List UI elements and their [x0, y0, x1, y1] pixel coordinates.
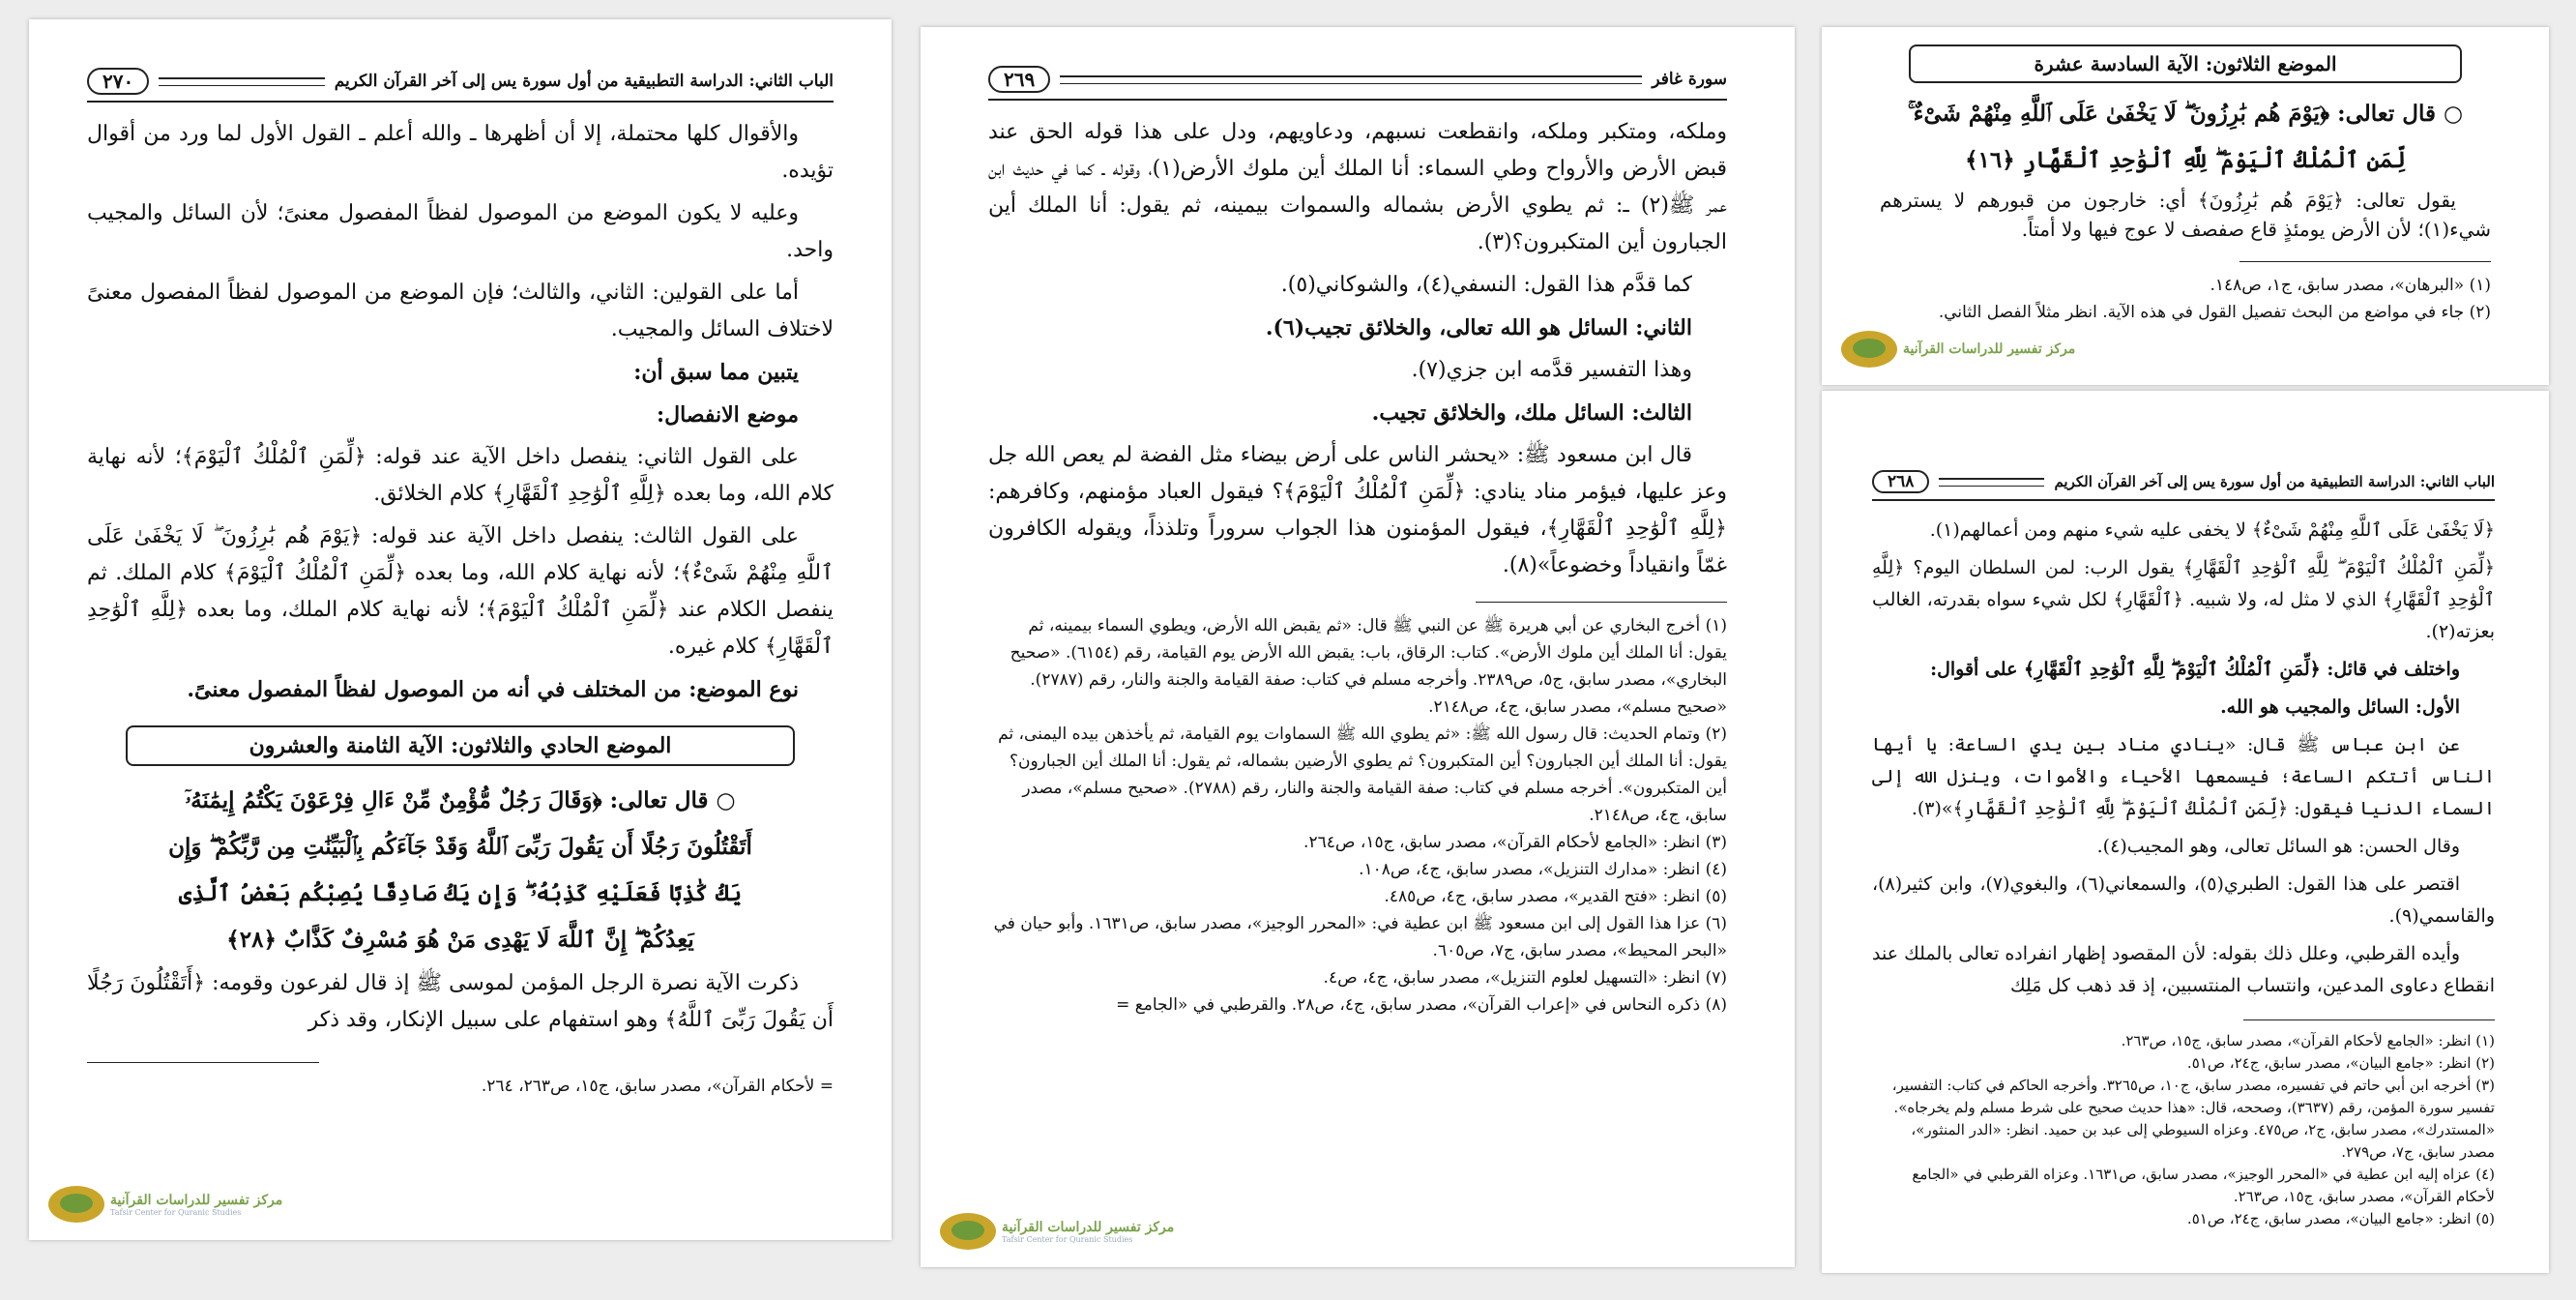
logo-icon	[940, 1213, 996, 1250]
footnote: (١) أخرج البخاري عن أبي هريرة ﷺ عن النبي ﷺ قال: «ثم يقبض الله الأرض، ويطوي السماء بيمينه، ثم يقول: أنا الملك أين ملوك الأرض». كتاب: الرقاق، باب: يقبض الله الأرض يوم القيامة، رقم (٦١٥٤). «صحيح البخاري»، مصدر سابق، ج٥، ص٢٣٨٩. وأخرجه مسلم في كتاب: صفة القيامة والجنة والنار، رقم (٢٧٨٧). «صحيح مسلم»، مصدر سابق، ج٤، ص٢١٤٨.	[1010, 616, 1727, 717]
footnote-separator	[87, 1062, 319, 1063]
verse-line: يَعِدُكُمْ ۖ إِنَّ ٱللَّهَ لَا يَهْدِى مَنْ هُوَ مُسْرِفٌ كَذَّابٌ ﴿٢٨﴾	[226, 927, 694, 953]
paragraph: يقول تعالى: ﴿يَوْمَ هُم بَٰرِزُونَ﴾ أي: خارجون من قبورهم لا يسترهم شيء(١)؛ لأن الأرض يومئذٍ قاع صفصف لا عوج فيها ولا أمتاً.	[1880, 189, 2491, 241]
header-separator	[988, 99, 1727, 101]
paragraph: على القول الثالث: ينفصل داخل الآية عند قوله: ﴿يَوْمَ هُم بَٰرِزُونَ ۖ لَا يَخْفَىٰ عَلَى ٱللَّهِ مِنْهُمْ شَىْءٌ﴾؛ لأنه نهاية كلام الله، وما بعده ﴿لِّمَنِ ٱلْمُلْكُ ٱلْيَوْمَ﴾ كلام الملك. ثم ينفصل الكلام عند ﴿لِّمَنِ ٱلْمُلْكُ ٱلْيَوْمَ﴾؛ لأنه نهاية كلام الملك، وما بعده ﴿لِلَّهِ ٱلْوَٰحِدِ ٱلْقَهَّارِ﴾ كلام غيره.	[87, 524, 834, 659]
paragraph: واختلف في قائل: ﴿لِّمَنِ ٱلْمُلْكُ ٱلْيَوْمَ ۖ لِلَّهِ ٱلْوَٰحِدِ ٱلْقَهَّارِ﴾ على أقوال:	[1930, 659, 2460, 680]
section-title-box: الموضع الحادي والثلاثون: الآية الثامنة والعشرون	[126, 725, 795, 766]
footnote: (٣) انظر: «الجامع لأحكام القرآن»، مصدر سابق، ج١٥، ص٢٦٤.	[1303, 833, 1727, 852]
footnote: (٦) عزا هذا القول إلى ابن مسعود ﷺ ابن عطية في: «المحرر الوجيز»، مصدر سابق، ص١٦٣١. وأبو حيان في «البحر المحيط»، مصدر سابق، ج٧، ص٦٠٥.	[993, 914, 1727, 960]
page-header	[988, 66, 1727, 93]
footnote: (٢) انظر: «جامع البيان»، مصدر سابق، ج٢٤، ص٥١.	[2186, 1054, 2495, 1072]
footnote-separator	[1476, 602, 1727, 603]
paragraph: ﴿لِّمَنِ ٱلْمُلْكُ ٱلْيَوْمَ ۖ لِلَّهِ ٱلْوَٰحِدِ ٱلْقَهَّارِ﴾ يقول الرب: لمن السلطان اليوم؟ ﴿لِلَّهِ ٱلْوَٰحِدِ ٱلْقَهَّارِ﴾ الذي لا مثل له، ولا شبيه. ﴿ٱلْقَهَّارِ﴾ لكل شيء سواه بقدرته، الغالب بعزته(٢).	[1872, 557, 2495, 642]
paragraph: وملكه، ومتكبر وملكه، وانقطعت نسبهم، ودعاويهم، ودل على هذا قوله الحق عند قبض الأرض والأرواح وطي السماء: أنا الملك أين ملوك الأرض(١)، وقوله ـ كما في حديث ابن عمر ﷺ(٢) ـ: ثم يطوي الأرض بشماله والسموات بيمينه، ثم يقول: أنا الملك أين الجبارون أين المتكبرون؟(٣).	[988, 120, 1728, 254]
logo-icon	[1841, 331, 1897, 368]
footnote: = لأحكام القرآن»، مصدر سابق، ج١٥، ص٢٦٣، ٢٦٤.	[481, 1077, 834, 1096]
paragraph: وأيده القرطبي، وعلل ذلك بقوله: لأن المقصود إظهار انفراده تعالى بالملك عند انقطاع دعاوى المدعين، وانتساب المنتسبين، إذ قد ذهب كل مَلِك	[1872, 943, 2495, 996]
logo-icon	[48, 1186, 104, 1223]
paragraph: وقال الحسن: هو السائل تعالى، وهو المجيب(٤).	[2096, 836, 2460, 857]
footnote: (٢) وتمام الحديث: قال رسول الله ﷺ: «ثم يطوي الله ﷺ السماوات يوم القيامة، ثم يأخذهن بيده اليمنى، ثم يقول: أنا الملك أين الجبارون؟ أين المتكبرون؟ ثم يطوي الأرضين بشماله، ثم يقول: أنا الملك أين الجبارون؟ أين المتكبرون». أخرجه مسلم في كتاب: صفة القيامة والجنة والنار، رقم (٢٧٨٨). «صحيح مسلم»، مصدر سابق، ج٤، ص٢١٤٨.	[998, 724, 1727, 825]
footnote: (٤) انظر: «مدارك التنزيل»، مصدر سابق، ج٤، ص١٠٨.	[1359, 860, 1727, 879]
paragraph: وهذا التفسير قدَّمه ابن جزي(٧).	[1411, 358, 1692, 382]
header-rule	[159, 77, 324, 86]
page-270	[29, 19, 892, 1240]
paragraph: أما على القولين: الثاني، والثالث؛ فإن الموضع من الموصول لفظاً المفصول معنىً لاختلاف السائل والمجيب.	[87, 281, 834, 341]
publisher-logo	[1841, 331, 2075, 368]
header-separator	[87, 101, 834, 103]
verse-line: ○ قال تعالى: ﴿وَقَالَ رَجُلٌ مُّؤْمِنٌ مِّنْ ءَالِ فِرْعَوْنَ يَكْتُمُ إِيمَٰنَهُۥٓ	[185, 787, 736, 813]
page-header	[1872, 470, 2495, 493]
conclusion-heading: يتبين مما سبق أن:	[633, 360, 799, 385]
type-line: نوع الموضع: من المختلف في أنه من الموصول لفظاً المفصول معنىً.	[187, 677, 799, 702]
footnote: (٥) انظر: «جامع البيان»، مصدر سابق، ج٢٤، ص٥١.	[2186, 1210, 2495, 1227]
paragraph: اقتصر على هذا القول: الطبري(٥)، والسمعاني(٦)، والبغوي(٧)، وابن كثير(٨)، والقاسمي(٩).	[1872, 873, 2495, 927]
footnote: (٢) جاء في مواضع من البحث تفصيل القول في هذه الآية. انظر مثلاً الفصل الثاني.	[1938, 303, 2491, 322]
header-rule	[1060, 75, 1642, 84]
page-number: ٢٦٩	[988, 66, 1050, 93]
header-title: سورة غافر	[1652, 70, 1727, 89]
footnote: (١) «البرهان»، مصدر سابق، ج١، ص١٤٨.	[2210, 276, 2491, 295]
page-number: ٢٧٠	[87, 68, 149, 95]
logo-name: مركز تفسير للدراسات القرآنية	[1002, 1219, 1175, 1235]
footnote: (٥) انظر: «فتح القدير»، مصدر سابق، ج٤، ص٤٨٥.	[1384, 887, 1727, 906]
page-number: ٢٦٨	[1872, 470, 1929, 493]
paragraph: عن ابن عباس ﷺ قال: «ينادي مناد بين يدي الساعة: يا أيها الناس أتتكم الساعة؛ فيسمعها الأحياء والأموات، وينزل الله إلى السماء الدنيا فيقول: ﴿لِّمَنِ ٱلْمُلْكُ ٱلْيَوْمَ ۖ لِلَّهِ ٱلْوَٰحِدِ ٱلْقَهَّارِ﴾»(٣).	[1872, 734, 2495, 819]
verse-line: ○ قال تعالى: ﴿يَوْمَ هُم بَٰرِزُونَ ۖ لَا يَخْفَىٰ عَلَى ٱللَّهِ مِنْهُمْ شَىْءٌ ۚ	[1907, 101, 2464, 127]
paragraph: على القول الثاني: ينفصل داخل الآية عند قوله: ﴿لِّمَنِ ٱلْمُلْكُ ٱلْيَوْمَ﴾؛ لأنه نهاية كلام الله، وما بعده ﴿لِلَّهِ ٱلْوَٰحِدِ ٱلْقَهَّارِ﴾ كلام الخلائق.	[87, 445, 834, 506]
footnote: (٧) انظر: «التسهيل لعلوم التنزيل»، مصدر سابق، ج٤، ص٤.	[1323, 968, 1727, 988]
separation-heading: موضع الانفصال:	[657, 402, 799, 428]
footnote: (٣) أخرجه ابن أبي حاتم في تفسيره، مصدر سابق، ج١٠، ص٣٢٦٥. وأخرجه الحاكم في كتاب: التفسير، تفسير سورة المؤمن، رقم (٣٦٣٧)، وصححه، قال: «هذا حديث صحيح على شرط مسلم ولم يخرجاه». «المستدرك»، مصدر سابق، ج٢، ص٤٧٥. وعزاه السيوطي إلى عبد بن حميد. انظر: «الدر المنثور»، مصدر سابق، ج٧، ص٢٧٩.	[1891, 1077, 2495, 1161]
paragraph: قال ابن مسعود ﷺ: «يحشر الناس على أرض بيضاء مثل الفضة لم يعص الله جل وعز عليها، فيؤمر مناد ينادي: ﴿لِّمَنِ ٱلْمُلْكُ ٱلْيَوْمَ﴾؟ فيقول العباد مؤمنهم، وكافرهم: ﴿لِلَّهِ ٱلْوَٰحِدِ ٱلْقَهَّارِ﴾، فيقول المؤمنون هذا الجواب سروراً وتلذذاً، ويقوله الكافرون غمّاً وانقياداً وخضوعاً»(٨).	[988, 443, 1727, 577]
logo-subtitle: Tafsir Center for Quranic Studies	[1002, 1234, 1133, 1244]
paragraph: ذكرت الآية نصرة الرجل المؤمن لموسى ﷺ إذ قال لفرعون وقومه: ﴿أَتَقْتُلُونَ رَجُلًا أَن يَقُولَ رَبِّىَ ٱللَّهُ﴾ وهو استفهام على سبيل الإنكار، وقد ذكر	[87, 971, 834, 1032]
footnote: (١) انظر: «الجامع لأحكام القرآن»، مصدر سابق، ج١٥، ص٢٦٣.	[2121, 1032, 2495, 1049]
paragraph: كما قدَّم هذا القول: النسفي(٤)، والشوكاني(٥).	[1280, 273, 1692, 297]
verse-line: أَتَقْتُلُونَ رَجُلًا أَن يَقُولَ رَبِّىَ ٱللَّهُ وَقَدْ جَآءَكُم بِٱلْبَيِّنَٰتِ مِن رَّبِّكُمْ ۖ وَإِن	[168, 834, 752, 860]
page-268	[1822, 391, 2549, 1273]
first-heading: الأول: السائل والمجيب هو الله.	[2220, 696, 2460, 718]
paragraph: وعليه لا يكون الموضع من الموصول لفظاً المفصول معنىً؛ لأن السائل والمجيب واحد.	[87, 201, 834, 262]
section-title-box: الموضع الثلاثون: الآية السادسة عشرة	[1909, 44, 2462, 83]
header-separator	[1872, 499, 2495, 501]
logo-name: مركز تفسير للدراسات القرآنية	[110, 1192, 283, 1208]
logo-name: مركز تفسير للدراسات القرآنية	[1903, 341, 2076, 357]
page-fragment-top	[1822, 27, 2549, 385]
header-title: الباب الثاني: الدراسة التطبيقية من أول سورة يس إلى آخر القرآن الكريم	[2054, 473, 2495, 490]
third-heading: الثالث: السائل ملك، والخلائق تجيب.	[1371, 400, 1692, 426]
logo-subtitle: Tafsir Center for Quranic Studies	[110, 1207, 242, 1217]
second-heading: الثاني: السائل هو الله تعالى، والخلائق تجيب(٦).	[1265, 315, 1692, 340]
paragraph: والأقوال كلها محتملة، إلا أن أظهرها ـ والله أعلم ـ القول الأول لما ورد من أقوال تؤيده.	[87, 122, 834, 183]
footnote-separator	[2239, 261, 2491, 262]
verse-line: لِّمَنِ ٱلْمُلْكُ ٱلْيَوْمَ ۖ لِلَّهِ ٱلْوَٰحِدِ ٱلْقَهَّارِ ﴿١٦﴾	[1965, 147, 2406, 173]
footnote-separator	[2243, 1019, 2495, 1020]
page-269	[921, 27, 1795, 1267]
verse-line: يَكُ كَٰذِبًا فَعَلَيْهِ كَذِبُهُۥ ۖ وَإِن يَكُ صَادِقًا يُصِبْكُم بَعْضُ ٱلَّذِى	[178, 880, 743, 906]
header-title: الباب الثاني: الدراسة التطبيقية من أول سورة يس إلى آخر القرآن الكريم	[334, 72, 834, 91]
publisher-logo	[48, 1186, 282, 1223]
header-rule	[1939, 478, 2044, 487]
page-header	[87, 68, 834, 95]
footnote: (٤) عزاه إليه ابن عطية في «المحرر الوجيز»، مصدر سابق، ص١٦٣١. وعزاه القرطبي في «الجامع لأحكام القرآن»، مصدر سابق، ج١٥، ص٢٦٣.	[1912, 1166, 2495, 1205]
paragraph: ﴿لَا يَخْفَىٰ عَلَى ٱللَّهِ مِنْهُمْ شَىْءٌ﴾ لا يخفى عليه شيء منهم ومن أعمالهم(١).	[1929, 519, 2495, 541]
footnote: (٨) ذكره النحاس في «إعراب القرآن»، مصدر سابق، ج٤، ص٢٨. والقرطبي في «الجامع =	[1116, 995, 1727, 1015]
publisher-logo	[940, 1213, 1174, 1250]
